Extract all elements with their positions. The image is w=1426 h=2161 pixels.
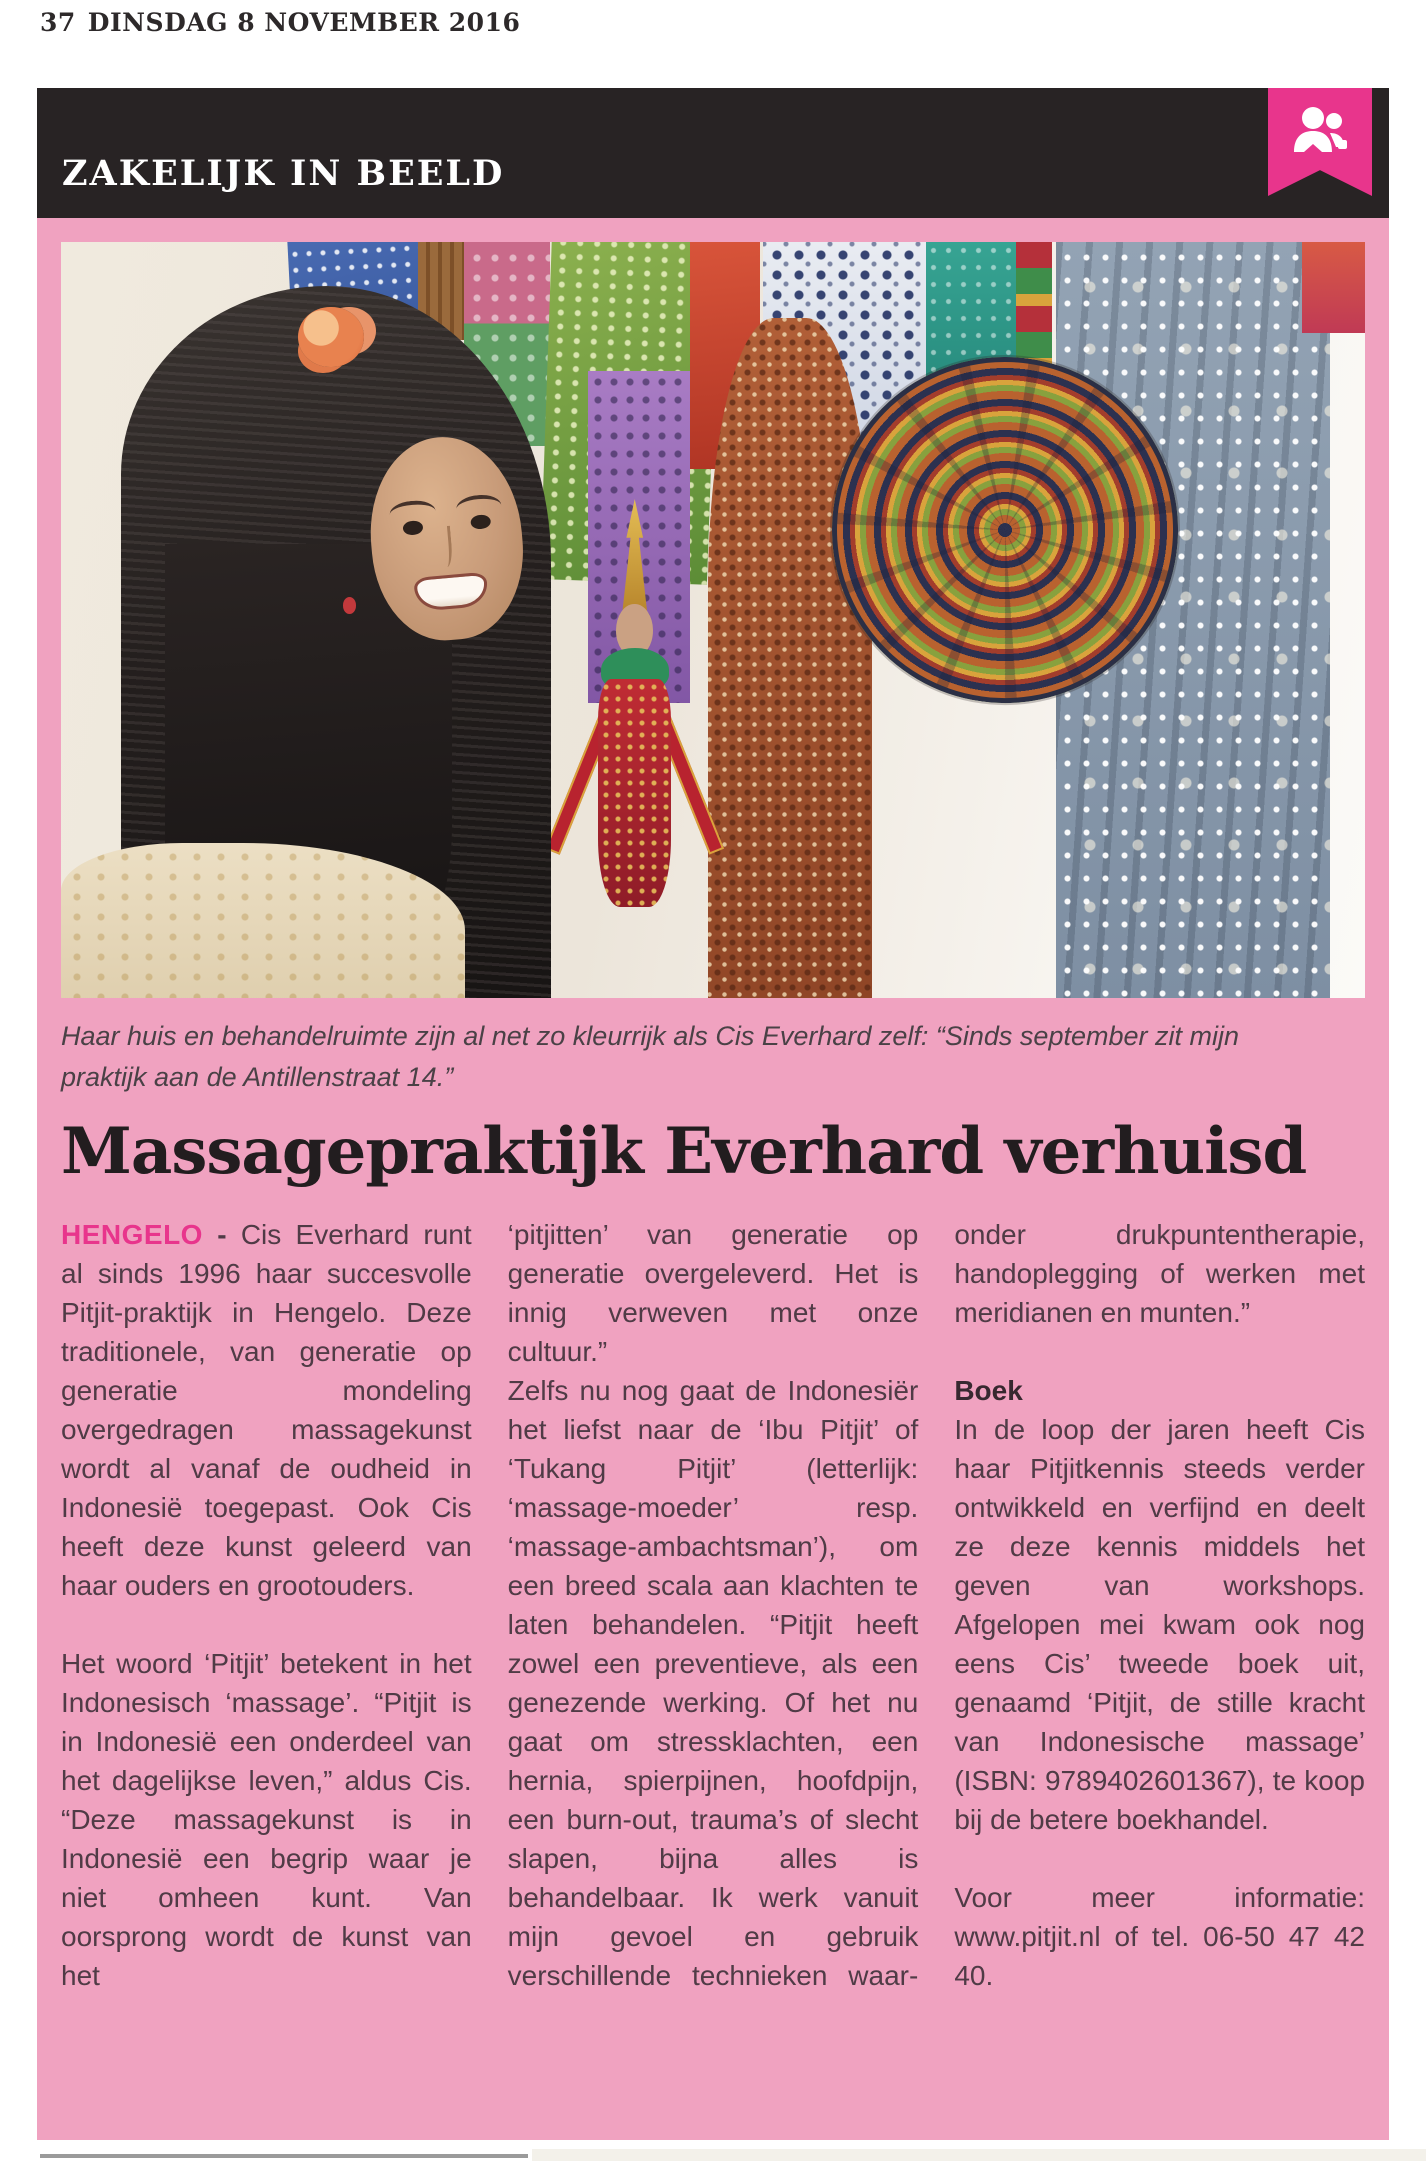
fabric-rust-batik: [708, 318, 872, 998]
next-section-rule-left: [40, 2154, 528, 2158]
article-paragraph: onder drukpuntentherapie, handoplegging of werken met meridianen en munten.”: [954, 1219, 1365, 1329]
article-panel: [37, 218, 1389, 2140]
dateline-separator: -: [217, 1219, 227, 1251]
puppet-body: [598, 679, 671, 907]
dateline-location: HENGELO: [61, 1219, 203, 1251]
next-section-strip-right: [532, 2149, 1426, 2161]
article-photo: [61, 242, 1365, 998]
article-paragraph: Het woord ‘Pitjit’ betekent in het Indonesisch ‘massage’. “Pitjit is in Indonesië een onderdeel van het dagelijkse leven,” aldus Cis. “Deze massagekunst is in Indonesië een begrip waar je niet omheen kunt. Van oorsprong wordt de kunst van het: [61, 1648, 472, 1992]
left-eye: [403, 520, 424, 536]
section-badge-ribbon: [1268, 88, 1372, 196]
puppet-crown: [609, 499, 661, 613]
section-bar: [37, 88, 1389, 218]
article-paragraph: In de loop der jaren heeft Cis haar Pitjitkennis steeds verder ontwikkeld en verfijnd en deelt ze deze kennis middels het geven van workshops. Afgelopen mei kwam ook nog eens Cis’ tweede boek uit, genaamd ‘Pitjit, de stille kracht van Indonesische massage’ (ISBN: 9789402601367), te koop bij de betere boekhandel.: [954, 1414, 1365, 1836]
section-title: ZAKELIJK IN BEELD: [62, 153, 505, 194]
hair-flower: [298, 307, 363, 367]
article-subhead: Boek: [954, 1375, 1023, 1407]
nose: [440, 526, 454, 567]
paragraph-text: Cis Everhard runt al sinds 1996 haar succesvolle Pitjit-praktijk in Hengelo. Deze traditionele, van generatie op generatie mondeling overgedragen massagekunst wordt al vanaf de oudheid in Indonesië toegepast. Ook Cis heeft deze kunst geleerd van haar ouders en grootouders.: [61, 1219, 472, 1602]
article-columns: [61, 1215, 1365, 1995]
column-2: [508, 1215, 919, 1995]
article-paragraph: Zelfs nu nog gaat de Indonesiër het liefst naar de ‘Ibu Pitjit’ of ‘Tukang Pitjit’ (letterlijk: ‘massage-moeder’ resp. ‘massage-ambachtsman’), om een breed scala aan klachten te laten behandelen. “Pitjit heeft zowel een preventieve, als een genezende werking. Of het nu gaat om stressklachten, een hernia, spierpijnen, hoofdpijn, een burn-out, trauma’s of slecht slapen, bijna alles is behandelbaar. Ik werk vanuit mijn gevoel en gebruik verschillende technieken waar-: [507, 1375, 919, 1992]
people-icon: [1289, 104, 1351, 162]
article-paragraph: ‘pitjitten’ van generatie op generatie overgeleverd. Het is innig verweven met onze cultuur.”: [507, 1219, 919, 1368]
earring: [343, 597, 356, 614]
column-3: [954, 1215, 1365, 1995]
article-paragraph: [61, 1215, 472, 1605]
fabric-red-corner: [1302, 242, 1365, 333]
smile: [414, 571, 489, 612]
page-number: 37: [40, 8, 76, 37]
page-header: [40, 8, 520, 37]
photo-caption: Haar huis en behandelruimte zijn al net zo kleurrijk als Cis Everhard zelf: “Sinds september zit mijn praktijk aan de Antillenstraat 14.”: [61, 1021, 1240, 1092]
column-1: [61, 1215, 472, 1995]
right-eye: [471, 514, 492, 530]
article-headline: Massagepraktijk Everhard verhuisd: [61, 1114, 1307, 1189]
article-paragraph: Voor meer informatie: www.pitjit.nl of tel. 06-50 47 42 40.: [954, 1882, 1365, 1992]
thai-puppet: [570, 499, 700, 937]
page-date: DINSDAG 8 NOVEMBER 2016: [87, 8, 521, 37]
